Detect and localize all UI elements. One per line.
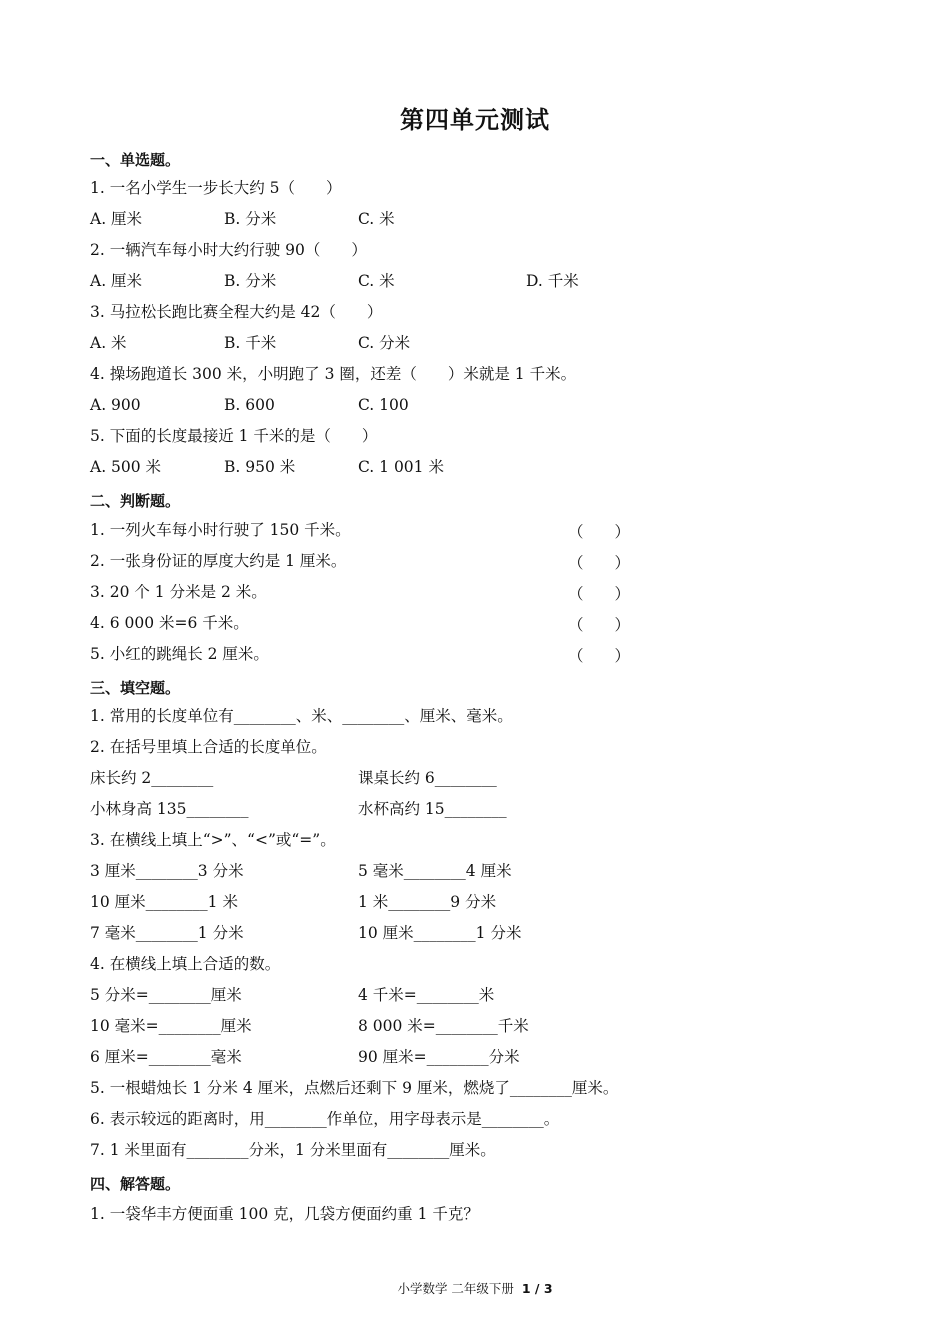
option-c: C. 100 xyxy=(358,396,409,414)
fill-question-4: 4. 在横线上填上合适的数。 xyxy=(90,955,281,973)
tf-question-2: 2. 一张身份证的厚度大约是 1 厘米。 xyxy=(90,552,347,570)
tf-question-1: 1. 一列火车每小时行驶了 150 千米。 xyxy=(90,521,351,539)
option-c: C. 分米 xyxy=(358,334,411,352)
fill-item: 7 毫米________1 分米 xyxy=(90,924,244,942)
page-title: 第四单元测试 xyxy=(400,105,550,134)
option-a: A. 米 xyxy=(90,334,127,352)
option-c: C. 米 xyxy=(358,272,395,290)
section-heading-answer: 四、解答题。 xyxy=(90,1175,181,1193)
fill-question-7: 7. 1 米里面有________分米，1 分米里面有________厘米。 xyxy=(90,1141,496,1159)
fill-item: 5 分米=________厘米 xyxy=(90,986,242,1004)
fill-item: 水杯高约 15________ xyxy=(358,800,507,818)
fill-item: 5 毫米________4 厘米 xyxy=(358,862,512,880)
section-heading-fill-blank: 三、填空题。 xyxy=(90,679,181,697)
section-heading-single-choice: 一、单选题。 xyxy=(90,151,181,169)
option-b: B. 600 xyxy=(224,396,275,414)
fill-question-2: 2. 在括号里填上合适的长度单位。 xyxy=(90,738,327,756)
option-b: B. 千米 xyxy=(224,334,277,352)
tf-question-4: 4. 6 000 米=6 千米。 xyxy=(90,614,249,632)
fill-item: 小林身高 135________ xyxy=(90,800,249,818)
option-a: A. 厘米 xyxy=(90,272,143,290)
section-heading-true-false: 二、判断题。 xyxy=(90,492,181,510)
fill-question-5: 5. 一根蜡烛长 1 分米 4 厘米，点燃后还剩下 9 厘米，燃烧了________厘米。 xyxy=(90,1079,619,1097)
fill-question-6: 6. 表示较远的距离时，用________作单位，用字母表示是________。 xyxy=(90,1110,560,1128)
fill-item: 10 毫米=________厘米 xyxy=(90,1017,252,1035)
tf-answer-paren-5: （ ） xyxy=(568,647,631,665)
page-footer xyxy=(0,1279,950,1297)
tf-answer-paren-3: （ ） xyxy=(568,585,631,603)
option-c: C. 米 xyxy=(358,210,395,228)
fill-item: 6 厘米=________毫米 xyxy=(90,1048,242,1066)
mc-question-2: 2. 一辆汽车每小时大约行驶 90（ ） xyxy=(90,241,367,259)
mc-question-4: 4. 操场跑道长 300 米，小明跑了 3 圈，还差（ ）米就是 1 千米。 xyxy=(90,365,577,383)
tf-answer-paren-2: （ ） xyxy=(568,554,631,572)
tf-answer-paren-4: （ ） xyxy=(568,616,631,634)
tf-question-3: 3. 20 个 1 分米是 2 米。 xyxy=(90,583,267,601)
fill-question-3: 3. 在横线上填上“>”、“<”或“=”。 xyxy=(90,831,336,849)
option-a: A. 900 xyxy=(90,396,141,414)
tf-answer-paren-1: （ ） xyxy=(568,523,631,541)
option-b: B. 分米 xyxy=(224,272,277,290)
fill-item: 3 厘米________3 分米 xyxy=(90,862,244,880)
option-b: B. 950 米 xyxy=(224,458,296,476)
fill-item: 4 千米=________米 xyxy=(358,986,495,1004)
fill-question-1: 1. 常用的长度单位有________、米、________、厘米、毫米。 xyxy=(90,707,513,725)
fill-item: 10 厘米________1 米 xyxy=(90,893,238,911)
fill-item: 1 米________9 分米 xyxy=(358,893,497,911)
option-b: B. 分米 xyxy=(224,210,277,228)
mc-question-3: 3. 马拉松长跑比赛全程大约是 42（ ） xyxy=(90,303,383,321)
fill-item: 床长约 2________ xyxy=(90,769,214,787)
option-c: C. 1 001 米 xyxy=(358,458,444,476)
fill-item: 8 000 米=________千米 xyxy=(358,1017,529,1035)
option-d: D. 千米 xyxy=(526,272,579,290)
tf-question-5: 5. 小红的跳绳长 2 厘米。 xyxy=(90,645,269,663)
mc-question-5: 5. 下面的长度最接近 1 千米的是（ ） xyxy=(90,427,378,445)
option-a: A. 500 米 xyxy=(90,458,162,476)
page-number: 1 / 3 xyxy=(521,1281,553,1296)
footer-subject: 小学数学 二年级下册 xyxy=(397,1281,514,1296)
fill-item: 90 厘米=________分米 xyxy=(358,1048,520,1066)
mc-question-1: 1. 一名小学生一步长大约 5（ ） xyxy=(90,179,342,197)
fill-item: 10 厘米________1 分米 xyxy=(358,924,522,942)
option-a: A. 厘米 xyxy=(90,210,143,228)
fill-item: 课桌长约 6________ xyxy=(358,769,497,787)
answer-question-1: 1. 一袋华丰方便面重 100 克，几袋方便面约重 1 千克？ xyxy=(90,1205,479,1223)
